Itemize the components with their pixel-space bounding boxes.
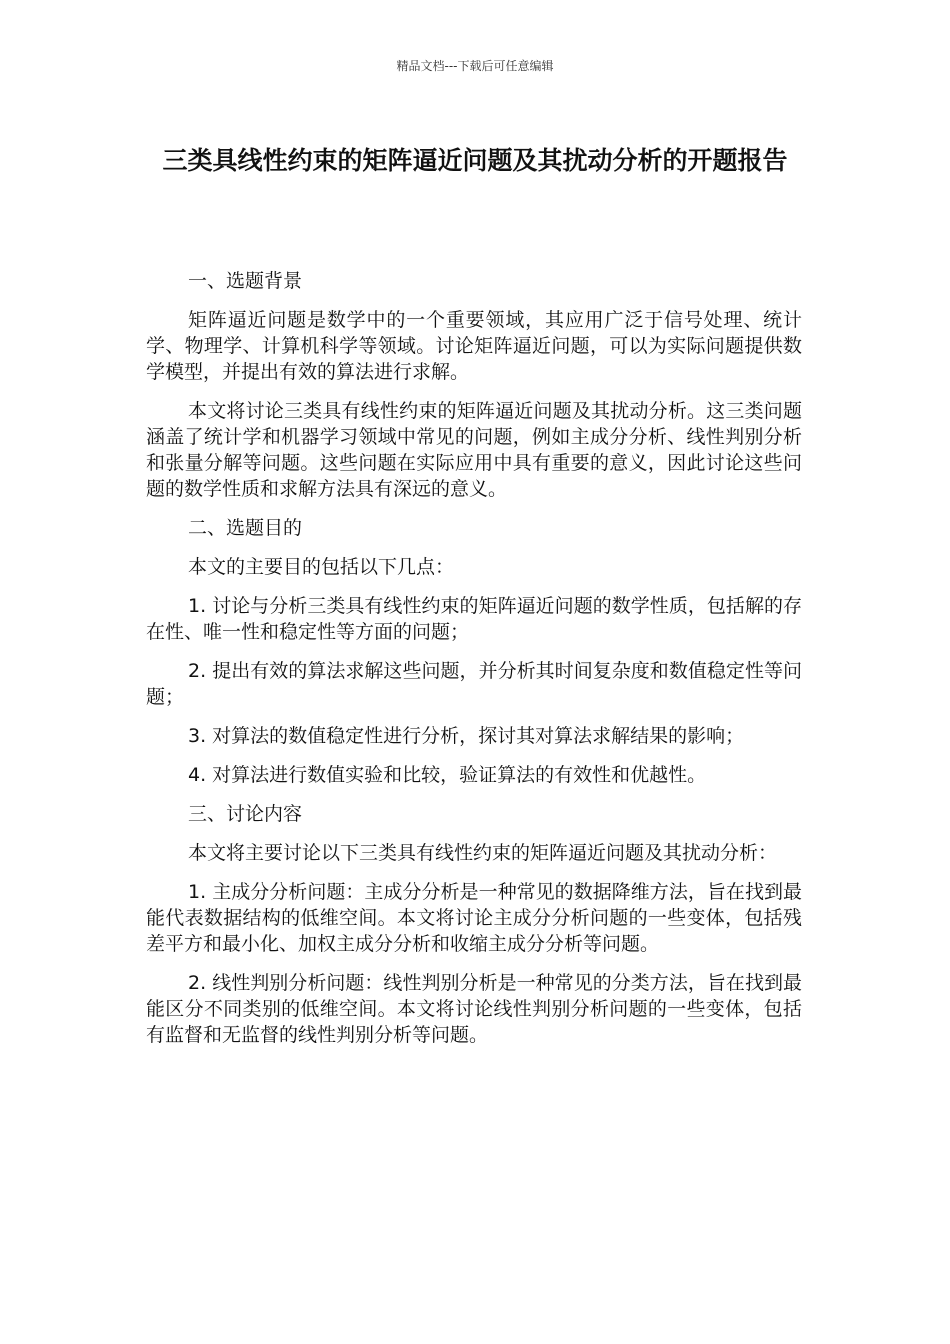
list-item: 2. 线性判别分析问题：线性判别分析是一种常见的分类方法，旨在找到最能区分不同类别的低维空间。本文将讨论线性判别分析问题的一些变体，包括有监督和无监督的线性判别分析等问题。 xyxy=(146,972,802,1046)
section-heading-content: 三、讨论内容 xyxy=(188,803,303,825)
paragraph: 矩阵逼近问题是数学中的一个重要领域，其应用广泛于信号处理、统计学、物理学、计算机科学等领域。讨论矩阵逼近问题，可以为实际问题提供数学模型，并提出有效的算法进行求解。 xyxy=(146,309,802,383)
document-body xyxy=(146,268,802,1061)
list-item: 1. 主成分分析问题：主成分分析是一种常见的数据降维方法，旨在找到最能代表数据结构的低维空间。本文将讨论主成分分析问题的一些变体，包括残差平方和最小化、加权主成分分析和收缩主成分分析等问题。 xyxy=(146,881,802,955)
list-item: 2. 提出有效的算法求解这些问题，并分析其时间复杂度和数值稳定性等问题； xyxy=(146,660,802,708)
list-item: 4. 对算法进行数值实验和比较，验证算法的有效性和优越性。 xyxy=(188,764,707,786)
section-heading-purpose: 二、选题目的 xyxy=(188,517,303,539)
page-header-note: 精品文档---下载后可任意编辑 xyxy=(396,59,554,73)
document-title: 三类具线性约束的矩阵逼近问题及其扰动分析的开题报告 xyxy=(162,146,788,175)
paragraph: 本文将讨论三类具有线性约束的矩阵逼近问题及其扰动分析。这三类问题涵盖了统计学和机器学习领域中常见的问题，例如主成分分析、线性判别分析和张量分解等问题。这些问题在实际应用中具有重要的意义，因此讨论这些问题的数学性质和求解方法具有深远的意义。 xyxy=(146,400,802,500)
list-item: 3. 对算法的数值稳定性进行分析，探讨其对算法求解结果的影响； xyxy=(188,725,745,747)
section-heading-background: 一、选题背景 xyxy=(188,270,303,292)
paragraph: 本文将主要讨论以下三类具有线性约束的矩阵逼近问题及其扰动分析： xyxy=(188,842,778,864)
list-item: 1. 讨论与分析三类具有线性约束的矩阵逼近问题的数学性质，包括解的存在性、唯一性和稳定性等方面的问题； xyxy=(146,595,802,643)
paragraph: 本文的主要目的包括以下几点： xyxy=(188,556,455,578)
